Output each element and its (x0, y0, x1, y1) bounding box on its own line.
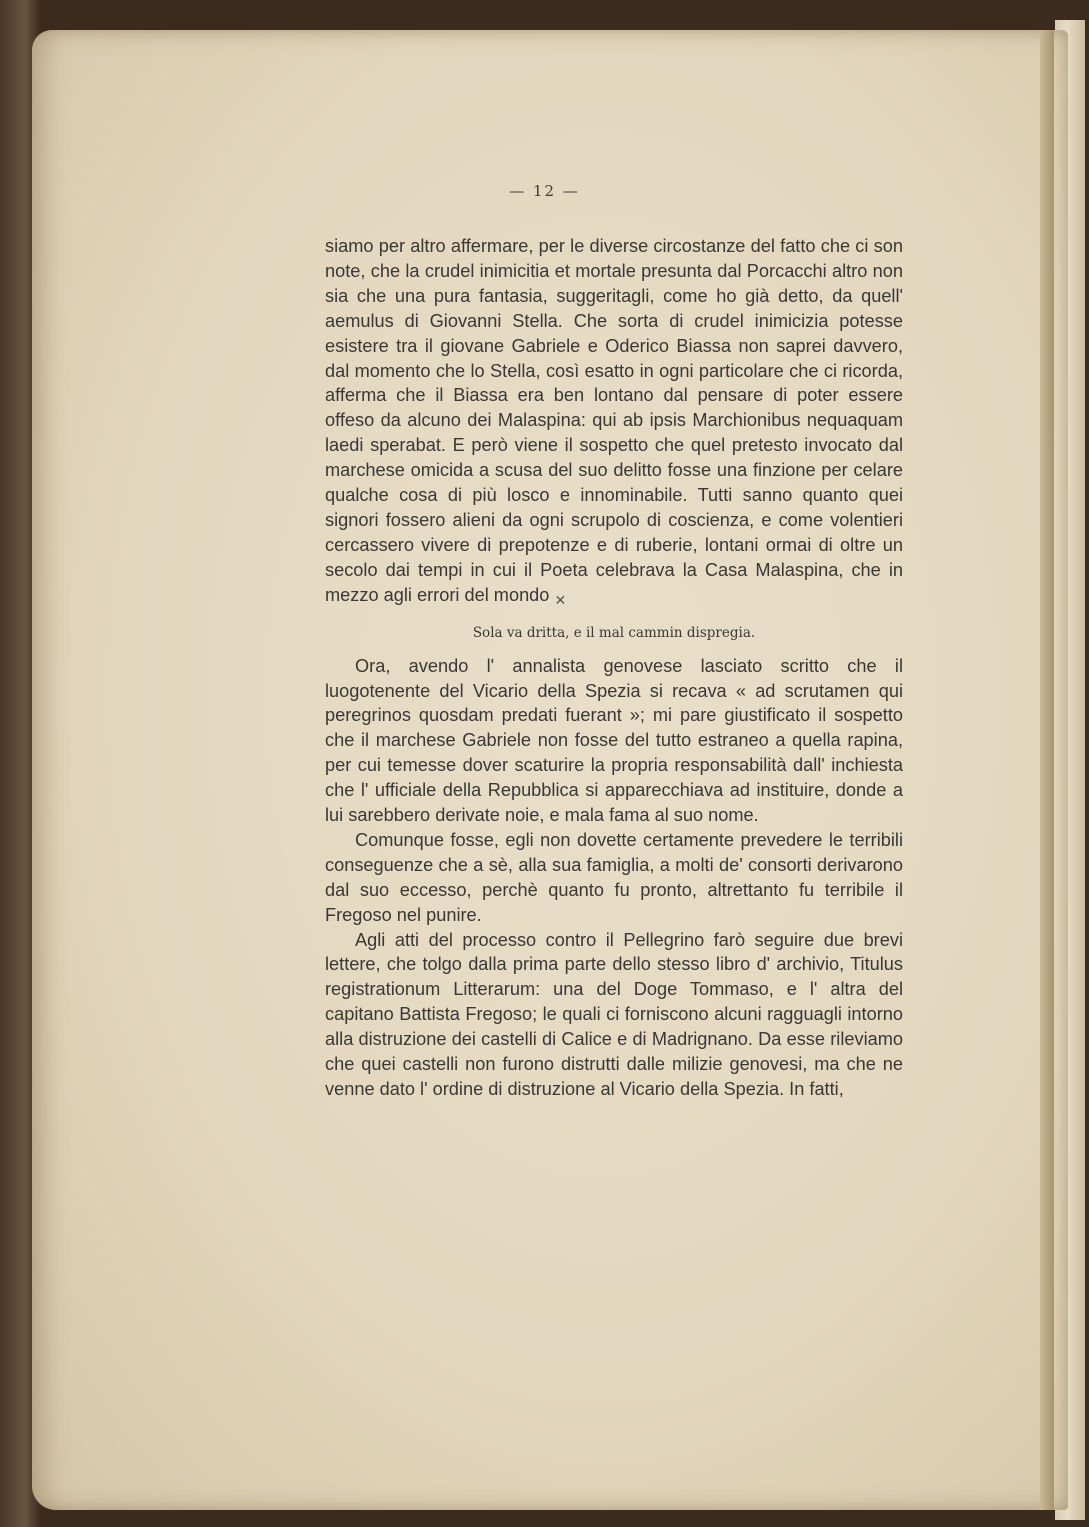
paragraph-2: Ora, avendo l' annalista genovese lasciato scritto che il luogotenente del Vicario della Spezia si recava « ad scrutamen qui peregrinos quosdam predati fuerant »; mi pare giustificato il sospetto che il marchese Gabriele non fosse del tutto estraneo a quella rapina, per cui temesse dover scaturire la propria responsabilità dall' inchiesta che l' ufficiale della Repubblica si apparecchiava ad instituire, donde a lui sarebbero derivate noie, e mala fama al suo nome. (325, 655, 903, 826)
paragraph-3: Comunque fosse, egli non dovette certamente prevedere le terribili conseguenze che a sè, alla sua famiglia, a molti de' consorti derivarono dal suo eccesso, perchè quanto fu pronto, altrettanto fu terribile il Fregoso nel punire. (325, 829, 903, 925)
verse-quote: Sola va dritta, e il mal cammin dispregia. (472, 624, 756, 641)
marginal-mark: ✕ (554, 591, 567, 608)
page-number: — 12 — (509, 182, 580, 200)
book-gutter (1040, 30, 1054, 1510)
page-text (325, 234, 903, 1102)
paragraph-1: siamo per altro affermare, per le diverse circostanze del fatto che ci son note, che la crudel inimicitia et mortale presunta dal Porcacchi altro non sia che una pura fantasia, suggeritagli, come ho già detto, da quell' aemulus di Giovanni Stella. Che sorta di crudel inimicizia potesse esistere tra il giovane Gabriele e Oderico Biassa non saprei davvero, dal momento che lo Stella, così esatto in ogni particolare che ci ricorda, afferma che il Biassa era ben lontano dal pensare di poter essere offeso da alcuno dei Malaspina: qui ab ipsis Marchionibus nequaquam laedi sperabat. E però viene il sospetto che quel pretesto invocato dal marchese omicida a scusa del suo delitto fosse una finzione per celare qualche cosa di più losco e innominabile. Tutti sanno quanto quei signori fossero alieni da ogni scrupolo di coscienza, e come volentieri cercassero vivere di prepotenze e di ruberie, lontani ormai di oltre un secolo dai tempi in cui il Poeta celebrava la Casa Malaspina, che in mezzo agli errori del mondo $_✕$ (325, 236, 903, 608)
paragraph-4: Agli atti del processo contro il Pellegrino farò seguire due brevi lettere, che tolgo dalla prima parte dello stesso libro d' archivio, Titulus registrationum Litterarum: una del Doge Tommaso, e l' altra del capitano Battista Fregoso; le quali ci forniscono alcuni ragguagli intorno alla distruzione dei castelli di Calice e di Madrignano. Da esse rileviamo che quei castelli non furono distrutti dalle milizie genovesi, ma che ne venne dato l' ordine di distruzione al Vicario della Spezia. In fatti, (325, 929, 903, 1099)
